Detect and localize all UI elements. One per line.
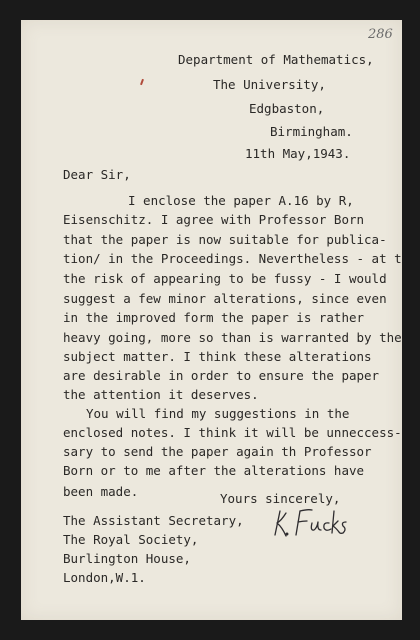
body-line: sary to send the paper again th Professor [63, 444, 372, 459]
letterhead-department: Department of Mathematics, [178, 52, 374, 67]
body-line: the risk of appearing to be fussy - I would [63, 271, 387, 286]
letter-date: 11th May,1943. [245, 146, 351, 161]
body-line: enclosed notes. I think it will be unneccess- [63, 425, 402, 440]
addressee-title: The Assistant Secretary, [63, 513, 244, 528]
body-line: Eisenschitz. I agree with Professor Born [63, 212, 365, 227]
letterhead-birmingham: Birmingham. [270, 124, 353, 139]
addressee-city: London,W.1. [63, 570, 146, 585]
addressee-house: Burlington House, [63, 551, 191, 566]
body-line: been made. [63, 484, 139, 499]
body-line: Born or to me after the alterations have [63, 463, 365, 478]
folio-number: 286 [368, 27, 393, 42]
body-line: suggest a few minor alterations, since even [63, 291, 387, 306]
salutation: Dear Sir, [63, 167, 131, 182]
letterhead-edgbaston: Edgbaston, [249, 101, 325, 116]
letterhead-university: The University, [213, 77, 326, 92]
body-line: the attention it deserves. [63, 387, 259, 402]
addressee-society: The Royal Society, [63, 532, 199, 547]
body-line: heavy going, more so than is warranted by the [63, 330, 402, 345]
closing: Yours sincerely, [220, 491, 341, 506]
body-line: are desirable in order to ensure the paper [63, 368, 380, 383]
body-line: I enclose the paper A.16 by R, [128, 193, 354, 208]
handwritten-signature [272, 503, 352, 543]
body-line: subject matter. I think these alterations [63, 349, 372, 364]
body-line: in the improved form the paper is rather [63, 310, 365, 325]
body-line: that the paper is now suitable for publica- [63, 232, 387, 247]
body-line: tion/ in the Proceedings. Nevertheless - at t [63, 251, 402, 266]
body-line: You will find my suggestions in the [86, 406, 350, 421]
